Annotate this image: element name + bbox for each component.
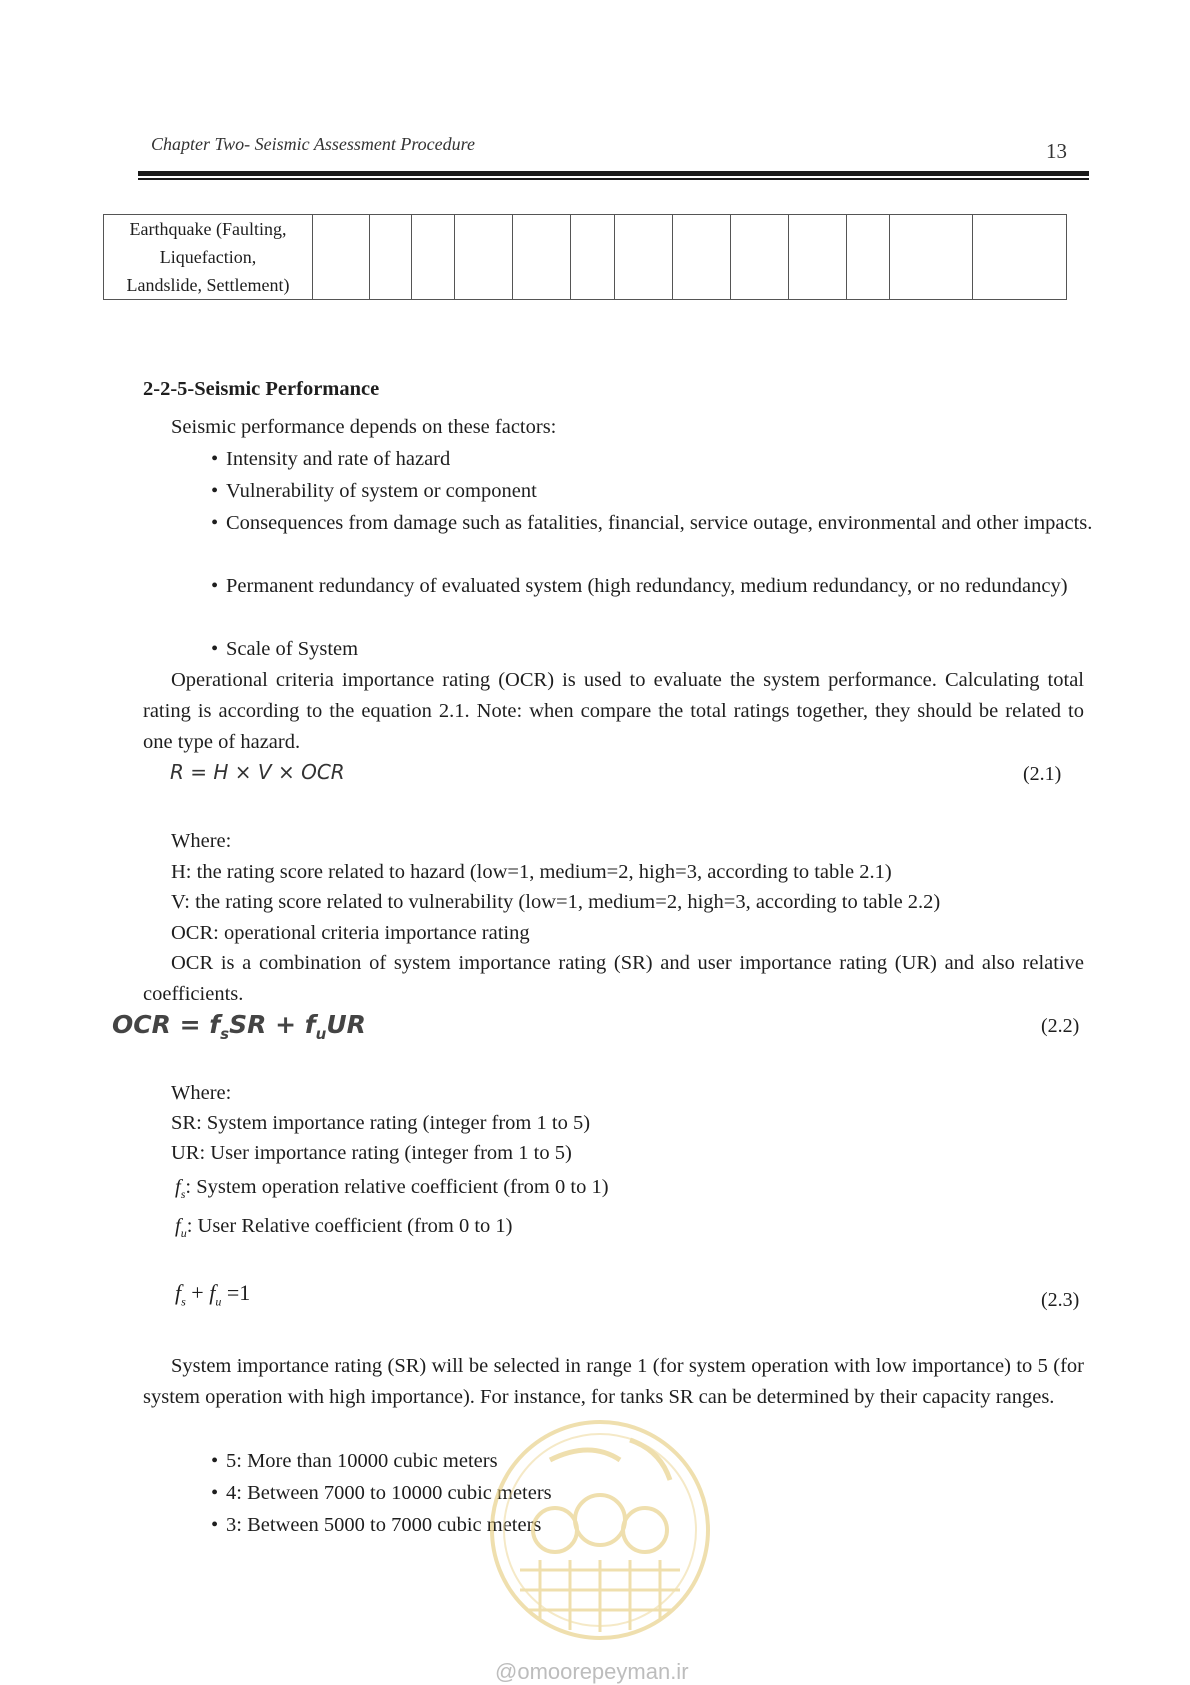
table-cell — [615, 215, 673, 300]
eq-subscript: s — [220, 1025, 230, 1043]
eq-symbol: UR — [326, 1010, 366, 1039]
equation-2-2 — [112, 1010, 366, 1043]
definition-text: : System operation relative coefficient (from 0 to 1) — [185, 1176, 609, 1198]
where-label: Where: — [171, 830, 232, 852]
watermark-seal — [480, 1420, 720, 1655]
var-f: f — [175, 1176, 181, 1198]
table-cell — [789, 215, 847, 300]
chapter-title: Chapter Two- Seismic Assessment Procedure — [151, 134, 475, 154]
eq-symbol: SR — [229, 1010, 267, 1039]
seal-icon — [480, 1420, 720, 1650]
hazard-table — [103, 214, 1067, 300]
where-line-fs — [175, 1172, 609, 1210]
table-row — [104, 215, 1067, 300]
eq-symbol: H — [213, 760, 229, 784]
where-line-v: V: the rating score related to vulnerability (low=1, medium=2, high=3, according to table 2.2) — [171, 891, 941, 913]
eq-symbol: 1 — [239, 1280, 251, 1305]
var-subscript: u — [180, 1226, 187, 1241]
eq-symbol: = — [179, 1010, 201, 1039]
header-rule-thin — [138, 178, 1089, 180]
equation-number: (2.2) — [1041, 1015, 1080, 1037]
sr-paragraph: System importance rating (SR) will be selected in range 1 (for system operation with low importance) to 5 (for system operation with high importance). For instance, for tanks SR can be determined by their capacity ranges. — [143, 1355, 1084, 1408]
table-cell — [571, 215, 615, 300]
list-item: • Intensity and rate of hazard — [200, 444, 1110, 475]
eq-symbol: OCR — [301, 760, 345, 784]
table-cell — [673, 215, 731, 300]
table-cell — [731, 215, 789, 300]
table-cell — [847, 215, 890, 300]
header-rule-thick — [138, 171, 1089, 176]
where-line-ocr: OCR: operational criteria importance rating — [171, 922, 530, 944]
eq-symbol: × — [234, 760, 252, 784]
cell-line: Landslide, Settlement) — [126, 275, 290, 295]
eq-symbol: f — [304, 1010, 316, 1039]
eq-subscript: s — [181, 1294, 186, 1309]
var-f: f — [175, 1215, 181, 1237]
where-line-h: H: the rating score related to hazard (low=1, medium=2, high=3, according to table 2.1) — [171, 861, 892, 883]
equation-number: (2.3) — [1041, 1289, 1080, 1311]
table-cell — [890, 215, 973, 300]
list-item: • Scale of System — [200, 634, 1110, 665]
eq-symbol: f — [209, 1010, 221, 1039]
page-number: 13 — [1046, 139, 1067, 163]
table-cell — [370, 215, 412, 300]
list-item: • 4: Between 7000 to 10000 cubic meters — [200, 1478, 926, 1509]
where-line-ur: UR: User importance rating (integer from 1 to 5) — [171, 1142, 572, 1164]
eq-symbol: × — [277, 760, 295, 784]
eq-symbol: f — [209, 1280, 216, 1305]
list-item: • Consequences from damage such as fatalities, financial, service outage, environmental and other impacts. — [200, 508, 1110, 539]
eq-symbol: OCR — [112, 1010, 171, 1039]
definition-text: : User Relative coefficient (from 0 to 1) — [186, 1215, 513, 1237]
eq-symbol: + — [191, 1280, 204, 1305]
table-cell — [412, 215, 455, 300]
var-subscript: s — [180, 1187, 186, 1202]
table-cell — [313, 215, 370, 300]
eq-subscript: u — [315, 1025, 327, 1043]
eq-symbol: = — [190, 760, 208, 784]
where-label: Where: — [171, 1082, 232, 1104]
table-cell — [455, 215, 513, 300]
section-heading: 2-2-5-Seismic Performance — [143, 378, 380, 400]
eq-symbol: R — [170, 760, 184, 784]
watermark-site: @omoorepeyman.ir — [495, 1659, 689, 1684]
eq-symbol: V — [257, 760, 272, 784]
ocr-paragraph: Operational criteria importance rating (OCR) is used to evaluate the system performance. Calculating total rating is according to the equation 2.1. Note: when compare the total ratings together, they should be related to one type of hazard. — [143, 669, 1084, 753]
equation-2-1 — [170, 760, 345, 784]
where-line-sr: SR: System importance rating (integer from 1 to 5) — [171, 1112, 591, 1134]
eq-symbol: f — [175, 1280, 182, 1305]
list-item: • Vulnerability of system or component — [200, 476, 1110, 507]
cell-line: Liquefaction, — [159, 247, 257, 267]
table-cell-hazard-type — [104, 215, 313, 300]
equation-number: (2.1) — [1023, 763, 1062, 785]
where-line-fu — [175, 1211, 513, 1249]
table-cell — [513, 215, 571, 300]
table-cell — [973, 215, 1067, 300]
list-item: • 3: Between 5000 to 7000 cubic meters — [200, 1510, 926, 1541]
ocr-combination-paragraph: OCR is a combination of system importance rating (SR) and user importance rating (UR) and also relative coefficients. — [143, 952, 1084, 1005]
list-item: • Permanent redundancy of evaluated system (high redundancy, medium redundancy, or no redundancy) — [200, 571, 1110, 602]
cell-line: Earthquake (Faulting, — [129, 219, 287, 239]
eq-symbol: = — [226, 1280, 240, 1305]
eq-symbol: + — [275, 1010, 297, 1039]
section-intro: Seismic performance depends on these factors: — [171, 416, 557, 438]
equation-2-3 — [175, 1280, 250, 1309]
list-item: • 5: More than 10000 cubic meters — [200, 1446, 926, 1477]
eq-subscript: u — [215, 1294, 222, 1309]
